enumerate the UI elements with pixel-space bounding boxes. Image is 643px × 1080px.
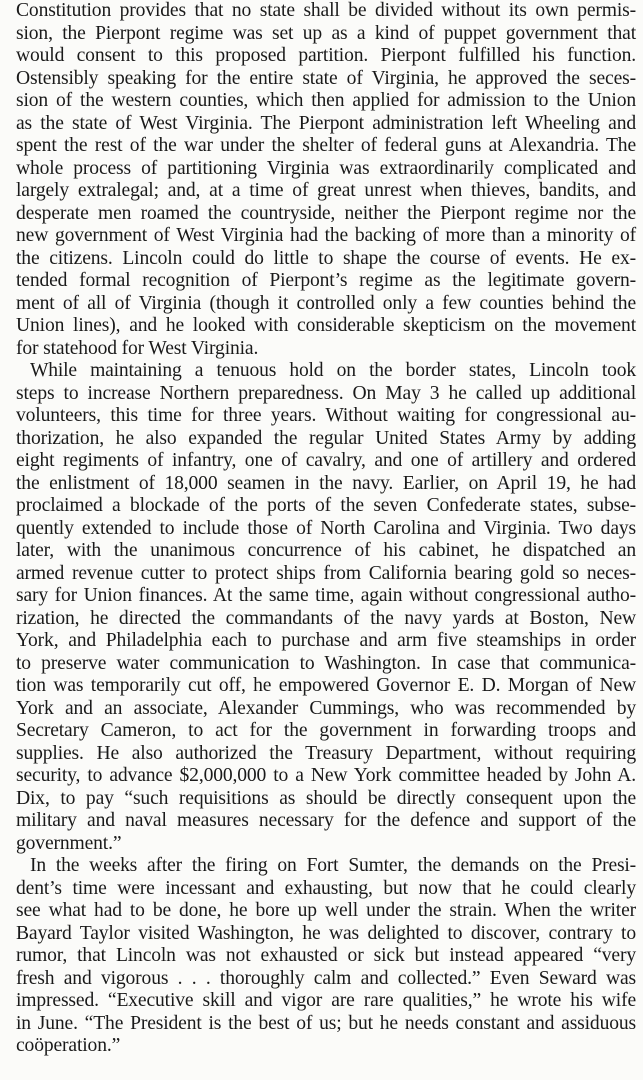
text-line: Secretary Cameron, to act for the government in forwarding troops and — [16, 720, 636, 741]
text-line: sion, the Pierpont regime was set up as a kind of puppet government that — [16, 22, 636, 44]
text-line: would consent to this proposed partition. Pierpont fulfilled his function. — [16, 45, 636, 66]
text-line: spent the rest of the war under the shelter of federal guns at Alexandria. The — [16, 135, 636, 156]
paragraph-3 — [16, 855, 636, 1058]
text-line: Bayard Taylor visited Washington, he was delighted to discover, contrary to — [16, 922, 636, 944]
text-line: impressed. “Executive skill and vigor are rare qualities,” he wrote his wife — [16, 990, 636, 1011]
text-line: York and an associate, Alexander Cummings, who was recommended by — [16, 697, 636, 719]
text-line: military and naval measures necessary for the defence and support of the — [16, 810, 636, 831]
text-line: as the state of West Virginia. The Pierpont administration left Wheeling and — [16, 112, 636, 134]
text-line: largely extralegal; and, at a time of great unrest when thieves, bandits, and — [16, 180, 636, 201]
text-line: fresh and vigorous . . . thoroughly calm and collected.” Even Seward was — [16, 967, 636, 989]
text-line: volunteers, this time for three years. Without waiting for congressional au- — [16, 405, 636, 426]
text-line: security, to advance $2,000,000 to a New York committee headed by John A. — [16, 765, 636, 786]
text-line: Union lines), and he looked with considerable skepticism on the movement — [16, 315, 636, 336]
text-line: tion was temporarily cut off, he empowered Governor E. D. Morgan of New — [16, 675, 636, 696]
text-line: rization, he directed the commandants of the navy yards at Boston, New — [16, 607, 636, 629]
text-line: rumor, that Lincoln was not exhausted or sick but instead appeared “very — [16, 945, 636, 966]
text-line: whole process of partitioning Virginia was extraordinarily complicated and — [16, 157, 636, 179]
text-line: In the weeks after the firing on Fort Sumter, the demands on the Presi- — [30, 855, 636, 876]
text-line: thorization, he also expanded the regular United States Army by adding — [16, 427, 636, 449]
text-line: for statehood for West Virginia. — [16, 337, 259, 359]
text-line: While maintaining a tenuous hold on the border states, Lincoln took — [30, 360, 636, 381]
text-line: ment of all of Virginia (though it controlled only a few counties behind the — [16, 292, 636, 314]
text-line: proclaimed a blockade of the ports of the seven Confederate states, subse- — [16, 495, 636, 516]
text-line: government.” — [16, 832, 122, 854]
text-line: Dix, to pay “such requisitions as should be directly consequent upon the — [16, 787, 636, 809]
text-line: York, and Philadelphia each to purchase and arm five steamships in order — [16, 630, 636, 651]
text-line: sion of the western counties, which then applied for admission to the Union — [16, 90, 636, 111]
text-line: see what had to be done, he bore up well under the strain. When the writer — [16, 900, 636, 921]
text-line: steps to increase Northern preparedness. On May 3 he called up additional — [16, 382, 636, 404]
text-line: eight regiments of infantry, one of cavalry, and one of artillery and ordered — [16, 450, 636, 471]
text-line: Constitution provides that no state shall be divided without its own permis- — [16, 0, 636, 21]
text-line: new government of West Virginia had the backing of more than a minority of — [16, 225, 636, 246]
text-line: the citizens. Lincoln could do little to shape the course of events. He ex- — [16, 247, 636, 269]
text-line: tended formal recognition of Pierpont’s regime as the legitimate govern- — [16, 270, 636, 291]
text-line: coöperation.” — [16, 1035, 121, 1056]
text-line: dent’s time were incessant and exhausting, but now that he could clearly — [16, 877, 636, 899]
text-line: armed revenue cutter to protect ships from California bearing gold so neces- — [16, 562, 636, 584]
text-line: quently extended to include those of North Carolina and Virginia. Two days — [16, 517, 636, 539]
text-line: to preserve water communication to Washington. In case that communica- — [16, 652, 636, 674]
text-line: desperate men roamed the countryside, neither the Pierpont regime nor the — [16, 202, 636, 224]
text-line: the enlistment of 18,000 seamen in the navy. Earlier, on April 19, he had — [16, 472, 636, 494]
paragraph-1 — [16, 0, 636, 360]
paragraph-2 — [16, 360, 636, 855]
body-text — [16, 0, 636, 1058]
text-line: Ostensibly speaking for the entire state of Virginia, he approved the seces- — [16, 67, 636, 89]
text-line: later, with the unanimous concurrence of his cabinet, he dispatched an — [16, 540, 636, 561]
text-line: sary for Union finances. At the same time, again without congressional autho- — [16, 585, 636, 606]
text-line: in June. “The President is the best of us; but he needs constant and assiduous — [16, 1012, 636, 1034]
text-line: supplies. He also authorized the Treasury Department, without requiring — [16, 742, 636, 764]
